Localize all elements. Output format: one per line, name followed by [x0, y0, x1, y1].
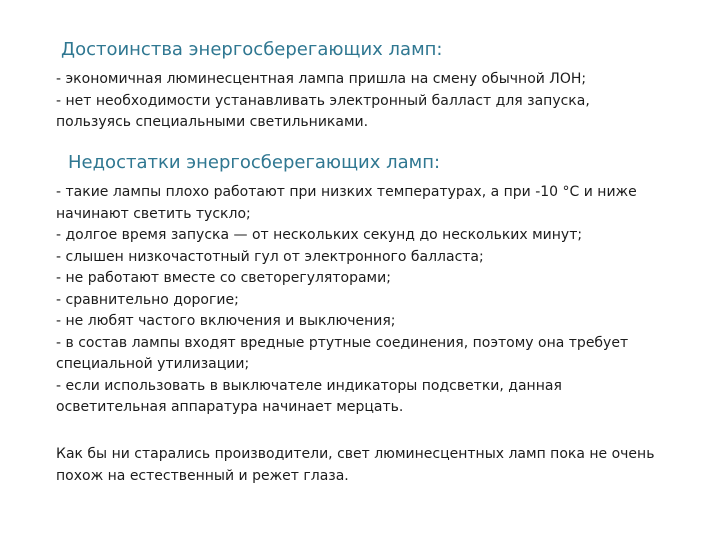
advantages-line: - нет необходимости устанавливать электронный балласт для запуска, — [56, 92, 590, 109]
disadvantages-line: осветительная аппаратура начинает мерцать. — [56, 399, 404, 415]
advantages-line: пользуясь специальными светильниками. — [56, 114, 369, 130]
disadvantages-line: - не работают вместе со светорегуляторами; — [56, 270, 391, 286]
disadvantages-line: - такие лампы плохо работают при низких температурах, а при -10 °C и ниже — [56, 184, 637, 200]
conclusion-text — [56, 444, 654, 487]
disadvantages-line: - не любят частого включения и выключения; — [56, 313, 396, 329]
disadvantages-line: - если использовать в выключателе индикаторы подсветки, данная — [56, 377, 562, 394]
disadvantages-line: - слышен низкочастотный гул от электронного балласта; — [56, 248, 484, 265]
disadvantages-line: начинают светить тускло; — [56, 205, 251, 222]
disadvantages-line: - долгое время запуска — от нескольких секунд до нескольких минут; — [56, 227, 583, 243]
advantages-text — [56, 69, 590, 134]
disadvantages-line: специальной утилизации; — [56, 356, 250, 372]
advantages-line: - экономичная люминесцентная лампа пришла на смену обычной ЛОН; — [56, 71, 587, 87]
disadvantages-text — [56, 182, 637, 419]
disadvantages-heading: Недостатки энергосберегающих ламп: — [68, 152, 441, 173]
conclusion-line: Как бы ни старались производители, свет люминесцентных ламп пока не очень — [56, 446, 655, 462]
disadvantages-line: - в состав лампы входят вредные ртутные соединения, поэтому она требует — [56, 334, 629, 351]
advantages-heading: Достоинства энергосберегающих ламп: — [61, 39, 443, 60]
conclusion-line: похож на естественный и режет глаза. — [56, 467, 349, 484]
disadvantages-line: - сравнительно дорогие; — [56, 291, 239, 308]
